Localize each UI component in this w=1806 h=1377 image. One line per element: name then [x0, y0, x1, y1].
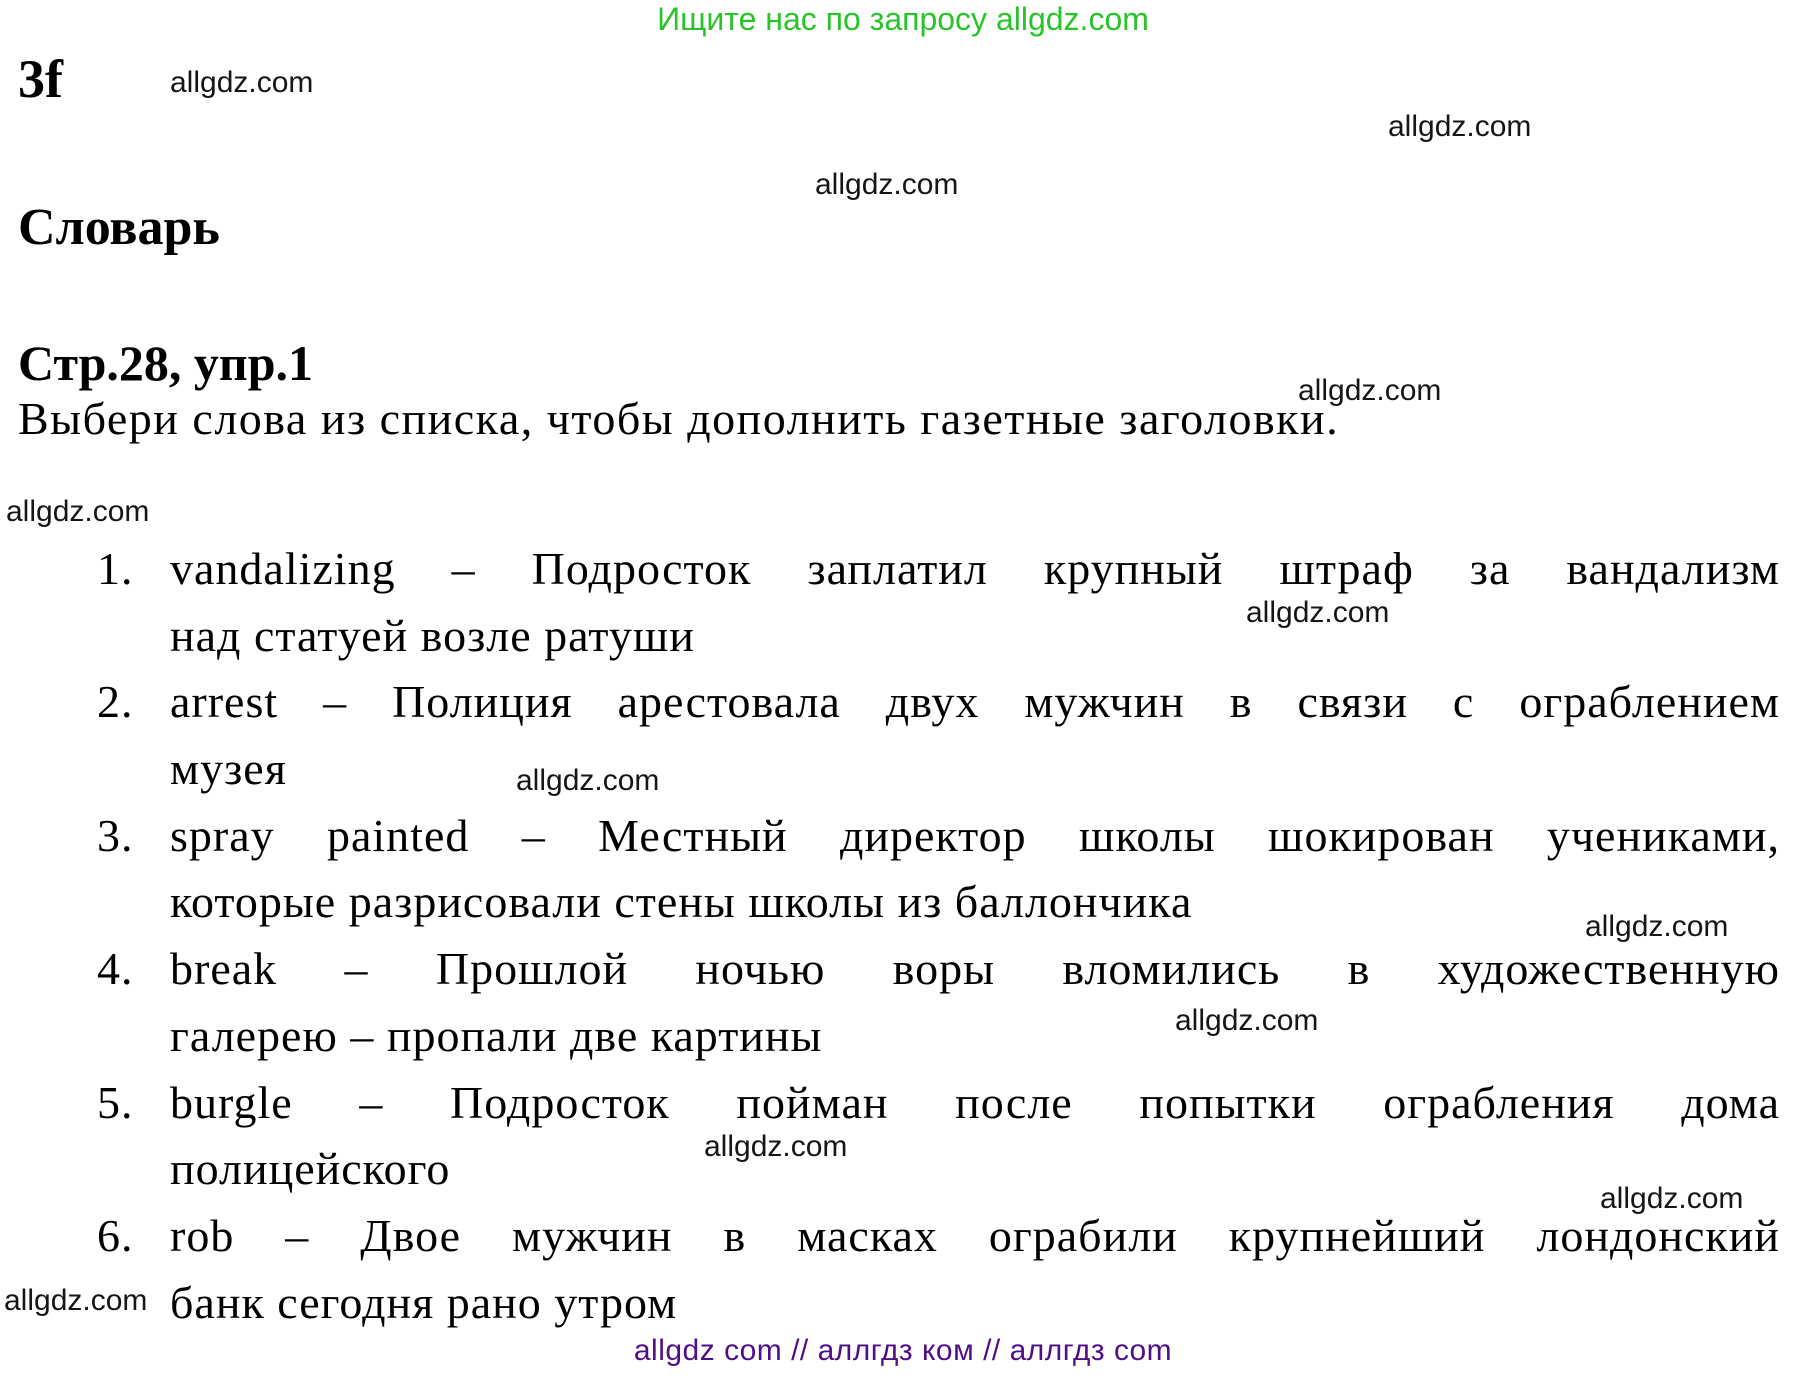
watermark-allgdz: allgdz.com [6, 495, 150, 528]
watermark-allgdz: allgdz.com [704, 1130, 848, 1163]
item-number: 6. [97, 1209, 134, 1261]
item-number: 1. [97, 543, 134, 594]
promo-banner-bottom: allgdz com // аллгдз ком // аллгдз com [633, 1334, 1173, 1367]
answer-line-1: spray painted – Местный директор школы шокирован учениками, [170, 809, 1780, 861]
answer-item [97, 1203, 1780, 1336]
answers-list [97, 536, 1780, 1336]
item-number: 5. [97, 1076, 134, 1128]
answer-line-1: rob – Двое мужчин в масках ограбили крупнейший лондонский [170, 1209, 1780, 1261]
answer-item [97, 1070, 1780, 1203]
watermark-allgdz: allgdz.com [1246, 596, 1390, 629]
answer-item [97, 803, 1780, 936]
item-number: 2. [97, 676, 134, 728]
answer-line-2: галерею – пропали две картины [170, 1009, 823, 1061]
exercise-heading: Стр.28, упр.1 [18, 335, 314, 391]
watermark-allgdz: allgdz.com [1388, 110, 1532, 143]
item-number: 3. [97, 809, 134, 861]
watermark-allgdz: allgdz.com [516, 764, 660, 797]
answer-line-1: break – Прошлой ночью воры вломились в художественную [170, 943, 1780, 995]
task-description: Выбери слова из списка, чтобы дополнить газетные заголовки. [18, 393, 1340, 444]
item-number: 4. [97, 943, 134, 995]
answer-item [97, 669, 1780, 802]
answer-line-2: над статуей возле ратуши [170, 609, 695, 661]
watermark-allgdz: allgdz.com [1585, 910, 1729, 943]
vocabulary-heading: Словарь [18, 199, 220, 256]
answer-item [97, 536, 1780, 669]
promo-banner-top: Ищите нас по запросу allgdz.com [657, 1, 1149, 37]
watermark-allgdz: allgdz.com [170, 66, 314, 99]
answer-line-2: которые разрисовали стены школы из баллончика [170, 876, 1193, 928]
answer-line-1: vandalizing – Подросток заплатил крупный штраф за вандализм [170, 543, 1780, 594]
watermark-allgdz: allgdz.com [1600, 1182, 1744, 1215]
answer-line-2: банк сегодня рано утром [170, 1276, 678, 1328]
watermark-allgdz: allgdz.com [1298, 374, 1442, 407]
watermark-allgdz: allgdz.com [815, 168, 959, 201]
watermark-allgdz: allgdz.com [4, 1284, 148, 1317]
answer-line-2: музея [170, 743, 287, 795]
section-code: 3f [18, 49, 63, 109]
answer-line-2: полицейского [170, 1143, 451, 1195]
watermark-allgdz: allgdz.com [1175, 1004, 1319, 1037]
answer-line-1: burgle – Подросток пойман после попытки ограбления дома [170, 1076, 1780, 1128]
answer-item [97, 936, 1780, 1069]
answer-line-1: arrest – Полиция арестовала двух мужчин в связи с ограблением [170, 676, 1780, 728]
